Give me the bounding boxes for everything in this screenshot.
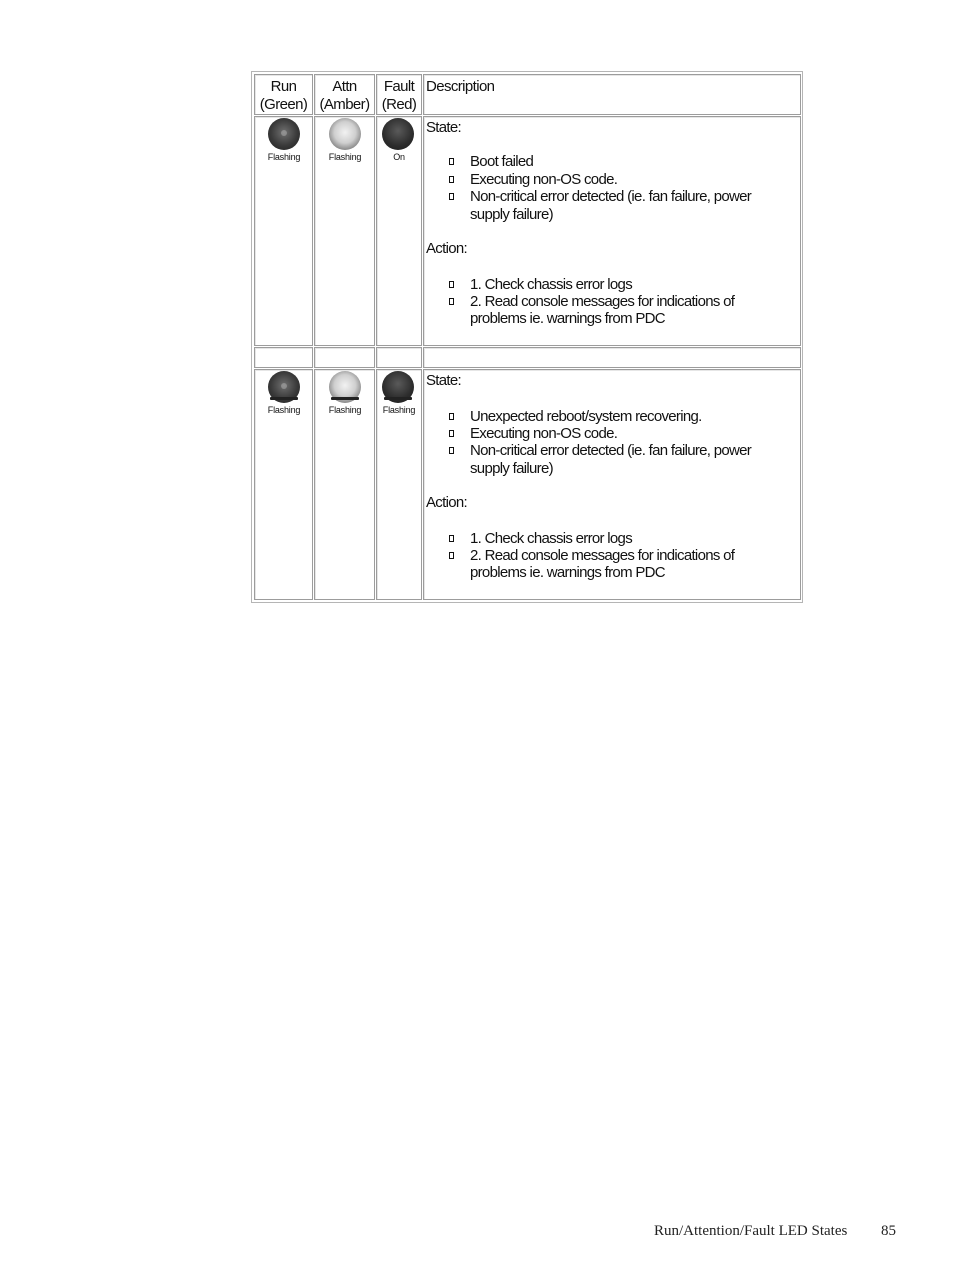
row2-fault-state: Flashing — [382, 405, 416, 415]
row2-action-label: Action: — [426, 494, 467, 511]
bullet-icon — [449, 552, 454, 559]
bullet-icon — [449, 193, 454, 200]
row2-run-state: Flashing — [267, 405, 301, 415]
spacer-cell — [376, 347, 422, 368]
led-fault-icon — [382, 118, 414, 150]
footer-page-number: 85 — [881, 1223, 896, 1239]
led-base-icon — [270, 397, 298, 400]
row1-run-state: Flashing — [267, 152, 301, 162]
row1-attn-cell — [314, 116, 375, 346]
row1-state-label: State: — [426, 119, 461, 136]
row2-state-item-3: Non-critical error detected (ie. fan failure, power — [470, 442, 752, 459]
header-run — [254, 74, 313, 115]
row1-run-cell — [254, 116, 313, 346]
row1-action-item-1: 1. Check chassis error logs — [470, 276, 633, 293]
row1-action-item-2-cont: problems ie. warnings from PDC — [470, 310, 665, 327]
header-attn-line1: Attn — [332, 78, 357, 95]
row2-action-item-1: 1. Check chassis error logs — [470, 530, 633, 547]
header-attn-line2: (Amber) — [319, 96, 370, 113]
bullet-icon — [449, 430, 454, 437]
row1-state-item-3: Non-critical error detected (ie. fan failure, power — [470, 188, 752, 205]
row1-fault-state: On — [393, 152, 405, 162]
row1-description-cell — [423, 116, 801, 346]
row1-action-label: Action: — [426, 240, 467, 257]
row1-state-item-2: Executing non-OS code. — [470, 171, 618, 188]
row2-state-item-3-cont: supply failure) — [470, 460, 553, 477]
bullet-icon — [449, 447, 454, 454]
header-description — [423, 74, 801, 115]
footer-section-title: Run/Attention/Fault LED States — [654, 1223, 848, 1239]
bullet-icon — [449, 298, 454, 305]
header-run-line1: Run — [270, 78, 297, 95]
bullet-icon — [449, 413, 454, 420]
row2-action-item-2-cont: problems ie. warnings from PDC — [470, 564, 665, 581]
row2-state-label: State: — [426, 372, 461, 389]
bullet-icon — [449, 176, 454, 183]
spacer-cell — [254, 347, 313, 368]
bullet-icon — [449, 158, 454, 165]
header-fault-line2: (Red) — [381, 96, 417, 113]
header-description-text: Description — [426, 78, 495, 95]
row1-state-item-3-cont: supply failure) — [470, 206, 553, 223]
bullet-icon — [449, 535, 454, 542]
led-base-icon — [384, 397, 412, 400]
led-attn-icon — [329, 118, 361, 150]
row2-state-item-1: Unexpected reboot/system recovering. — [470, 408, 702, 425]
bullet-icon — [449, 281, 454, 288]
led-run-icon — [268, 118, 300, 150]
row2-fault-cell — [376, 369, 422, 600]
row2-action-item-2: 2. Read console messages for indications of — [470, 547, 735, 564]
row2-attn-state: Flashing — [328, 405, 362, 415]
header-fault — [376, 74, 422, 115]
row1-attn-state: Flashing — [328, 152, 362, 162]
row1-action-item-2: 2. Read console messages for indications of — [470, 293, 735, 310]
led-states-table — [251, 71, 803, 603]
row1-state-item-1: Boot failed — [470, 153, 534, 170]
row2-attn-cell — [314, 369, 375, 600]
row2-run-cell — [254, 369, 313, 600]
spacer-cell — [423, 347, 801, 368]
header-attn — [314, 74, 375, 115]
header-run-line2: (Green) — [259, 96, 308, 113]
header-fault-line1: Fault — [383, 78, 415, 95]
row1-fault-cell — [376, 116, 422, 346]
led-base-icon — [331, 397, 359, 400]
row2-description-cell — [423, 369, 801, 600]
row2-state-item-2: Executing non-OS code. — [470, 425, 618, 442]
spacer-cell — [314, 347, 375, 368]
